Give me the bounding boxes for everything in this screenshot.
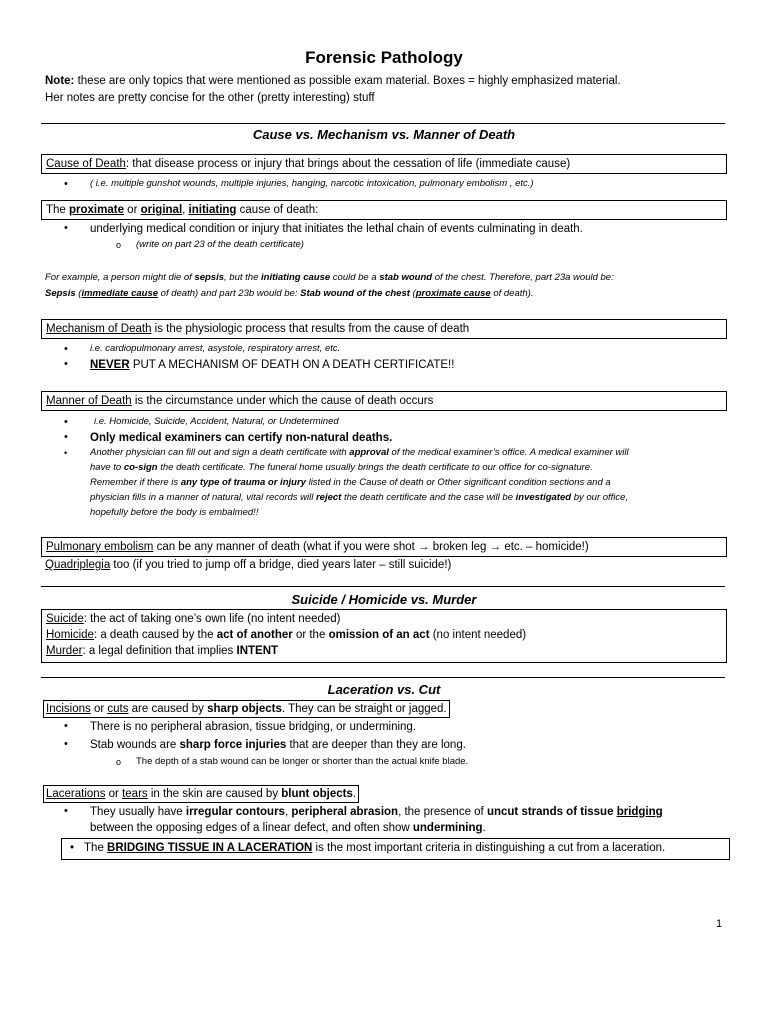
manner-para-line-5: hopefully before the body is embalmed!! <box>90 507 259 518</box>
manner-box: Manner of Death is the circumstance under which the cause of death occurs <box>41 391 727 411</box>
incisions-box: Incisions or cuts are caused by sharp objects. They can be straight or jagged. <box>43 700 450 718</box>
section-heading-cause: Cause vs. Mechanism vs. Manner of Death <box>252 127 516 142</box>
bullet-dot: • <box>64 448 68 458</box>
incisions-bullet-1: There is no peripheral abrasion, tissue bridging, or undermining. <box>90 721 417 733</box>
bullet-dot: • <box>64 358 68 370</box>
example-line-1: For example, a person might die of sepsis, but the initiating cause could be a stab wound of the chest. Therefore, part 23a would be: <box>45 272 614 283</box>
bullet-dot: • <box>64 416 68 428</box>
mechanism-bullet-2: NEVER PUT A MECHANISM OF DEATH ON A DEATH CERTIFICATE!! <box>90 359 455 371</box>
bridging-tissue-box: • The BRIDGING TISSUE IN A LACERATION is the most important criteria in distinguishing a cut from a laceration. <box>61 838 730 860</box>
bullet-dot: • <box>64 178 68 190</box>
bullet-dot: • <box>64 805 68 817</box>
pulmonary-embolism-box: Pulmonary embolism can be any manner of death (what if you were shot → broken leg → etc. – homicide!) <box>41 537 727 557</box>
manner-para-line-1: Another physician can fill out and sign a death certificate with approval of the medical examiner’s office. A medical examiner will <box>90 447 629 458</box>
divider <box>41 677 725 678</box>
note-label: Note: <box>45 75 75 87</box>
manner-bullet-2: Only medical examiners can certify non-natural deaths. <box>90 432 393 444</box>
mechanism-box: Mechanism of Death is the physiologic process that results from the cause of death <box>41 319 727 339</box>
manner-bullet-1: i.e. Homicide, Suicide, Accident, Natural, or Undetermined <box>94 416 339 427</box>
bullet-dot: • <box>64 720 68 732</box>
section-heading-suicide: Suicide / Homicide vs. Murder <box>291 592 477 607</box>
proximate-cause-box: The proximate or original, initiating cause of death: <box>41 200 727 220</box>
bullet-dot: • <box>70 842 75 854</box>
manner-para-line-3: Remember if there is any type of trauma or injury listed in the Cause of death or Other significant condition sections and a <box>90 477 611 488</box>
suicide-homicide-box: Suicide: the act of taking one’s own life (no intent needed) Homicide: a death caused by the act of another or the omission of an act (no intent needed) Murder: a legal definition that implies INTENT <box>41 609 727 663</box>
lacerations-bullet-line-1: They usually have irregular contours, peripheral abrasion, the presence of uncut strands of tissue bridging <box>90 806 663 818</box>
manner-para-line-2: have to co-sign the death certificate. The funeral home usually brings the death certificate to our office for co-signature. <box>90 462 593 473</box>
page-number: 1 <box>716 918 723 930</box>
quadriplegia-line: Quadriplegia too (if you tried to jump off a bridge, died years later – still suicide!) <box>45 559 452 571</box>
incisions-bullet-2: Stab wounds are sharp force injuries that are deeper than they are long. <box>90 739 466 751</box>
page-title: Forensic Pathology <box>305 48 463 67</box>
cause-of-death-box: Cause of Death: that disease process or injury that brings about the cessation of life (immediate cause) <box>41 154 727 174</box>
sub-bullet-marker: o <box>116 757 122 767</box>
bullet-dot: • <box>64 431 68 443</box>
proximate-bullet: underlying medical condition or injury that initiates the lethal chain of events culminating in death. <box>90 223 583 235</box>
bullet-dot: • <box>64 343 68 355</box>
proximate-sub-bullet: (write on part 23 of the death certificate) <box>136 239 304 250</box>
mechanism-bullet-1: i.e. cardiopulmonary arrest, asystole, respiratory arrest, etc. <box>90 343 341 354</box>
intro-note: Note: these are only topics that were mentioned as possible exam material. Boxes = highly emphasized material. Her notes are pretty concise for the other (pretty interesting) stuff <box>45 75 621 104</box>
incisions-sub-bullet: The depth of a stab wound can be longer or shorter than the actual knife blade. <box>136 756 469 767</box>
lacerations-bullet-line-2: between the opposing edges of a linear defect, and often show undermining. <box>90 822 486 834</box>
lacerations-box: Lacerations or tears in the skin are caused by blunt objects. <box>43 785 359 803</box>
cod-bullet: ( i.e. multiple gunshot wounds, multiple injuries, hanging, narcotic intoxication, pulmonary embolism , etc.) <box>90 178 534 189</box>
divider <box>41 586 725 587</box>
bullet-dot: • <box>64 222 68 234</box>
manner-para-line-4: physician fills in a manner of natural, vital records will reject the death certificate and the case will be investigated by our office, <box>90 492 629 503</box>
sub-bullet-marker: o <box>116 240 122 250</box>
divider <box>41 123 725 124</box>
bullet-dot: • <box>64 738 68 750</box>
section-heading-laceration: Laceration vs. Cut <box>327 682 441 697</box>
example-line-2: Sepsis (immediate cause of death) and part 23b would be: Stab wound of the chest (proximate cause of death). <box>45 288 534 299</box>
